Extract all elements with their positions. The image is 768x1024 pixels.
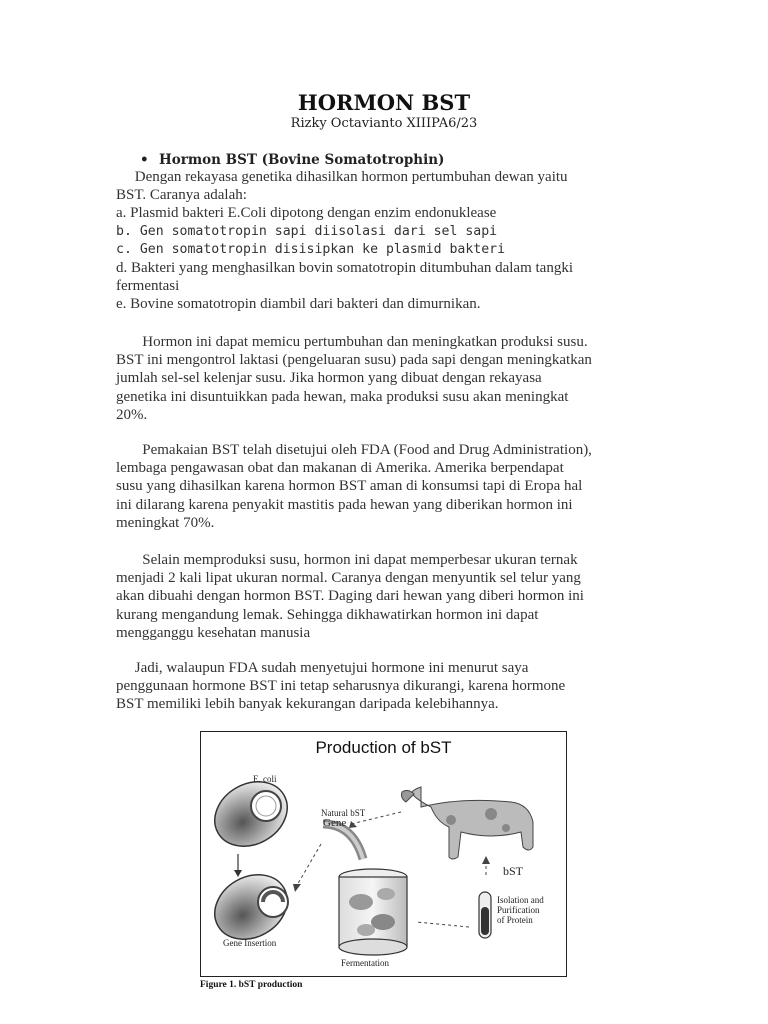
intro-line: c. Gen somatotropin disisipkan ke plasmid bakteri <box>116 241 506 257</box>
label-of-protein: of Protein <box>497 915 533 925</box>
fermentation-tank-icon <box>339 869 407 955</box>
label-bst: bST <box>503 864 524 878</box>
paragraph-4 <box>116 659 656 714</box>
paragraph-line: ini dilarang karena penyakit mastitis pada hewan yang diberikan hormon ini <box>116 496 573 513</box>
document-title: HORMON BST <box>297 90 471 115</box>
figure-title: Production of bST <box>315 738 452 757</box>
figure-caption: Figure 1. bST production <box>200 980 303 990</box>
paragraph-line: BST memiliki lebih banyak kekurangan daripada kelebihannya. <box>116 696 499 713</box>
paragraph-line: akan dibuahi dengan hormon BST. Daging dari hewan yang diberi hormon ini <box>116 588 584 605</box>
bst-production-figure <box>200 731 567 977</box>
arrow-down-icon <box>234 854 242 877</box>
gene-fragment-icon <box>323 824 363 859</box>
paragraph-1 <box>116 333 656 424</box>
paragraph-line: jumlah sel-sel kelenjar susu. Jika hormon yang dibuat dengan rekayasa <box>116 370 542 387</box>
paragraph-line: Jadi, walaupun FDA sudah menyetujui hormone ini menurut saya <box>116 660 529 676</box>
paragraph-2 <box>116 441 656 532</box>
paragraph-line: genetika ini disuntuikkan pada hewan, maka produksi susu akan meningkat <box>116 388 569 405</box>
paragraph-line: meningkat 70%. <box>116 514 215 531</box>
intro-line: Dengan rekayasa genetika dihasilkan hormon pertumbuhan dewan yaitu <box>116 169 568 185</box>
paragraph-line: mengganggu kesehatan manusia <box>116 624 311 641</box>
paragraph-line: penggunaan hormone BST ini tetap seharusnya dikurangi, karena hormone <box>116 678 566 695</box>
label-gene-insertion: Gene Insertion <box>223 938 277 948</box>
test-tube-icon <box>479 892 491 938</box>
ecoli-cell-icon <box>203 769 299 859</box>
cow-icon <box>402 787 534 859</box>
paragraph-line: lembaga pengawasan obat dan makanan di Amerika. Amerika berpendapat <box>116 460 564 477</box>
paragraph-line: Selain memproduksi susu, hormon ini dapat memperbesar ukuran ternak <box>116 552 578 568</box>
paragraph-line: kurang mengandung lemak. Sehingga dikhawatirkan hormon ini dapat <box>116 606 539 623</box>
paragraph-3 <box>116 551 656 642</box>
paragraph-line: susu yang dihasilkan karena hormon BST aman di konsumsi tapi di Eropa hal <box>116 478 583 495</box>
label-fermentation: Fermentation <box>341 958 389 968</box>
section-heading-text: Hormon BST (Bovine Somatotrophin) <box>159 152 445 168</box>
paragraph-line: Hormon ini dapat memicu pertumbuhan dan meningkatkan produksi susu. <box>116 334 588 350</box>
paragraph-line: Pemakaian BST telah disetujui oleh FDA (Food and Drug Administration), <box>116 442 592 458</box>
section-heading <box>140 152 444 168</box>
intro-line: e. Bovine somatotropin diambil dari bakteri dan dimurnikan. <box>116 296 481 313</box>
intro-line: BST. Caranya adalah: <box>116 187 247 204</box>
label-natural-bst: Natural bST <box>321 808 366 818</box>
label-gene: Gene <box>323 817 347 829</box>
author-line: Rizky Octavianto XIIIPA6/23 <box>290 116 478 131</box>
label-ecoli: E. coli <box>253 774 277 784</box>
intro-line: a. Plasmid bakteri E.Coli dipotong dengan enzim endonuklease <box>116 205 497 222</box>
bullet-icon: • <box>140 152 149 168</box>
paragraph-line: menjadi 2 kali lipat ukuran normal. Caranya dengan menyuntik sel telur yang <box>116 570 581 587</box>
label-purification: Purification <box>497 905 540 915</box>
label-isolation: Isolation and <box>497 895 544 905</box>
intro-block <box>116 168 656 314</box>
paragraph-line: 20%. <box>116 406 148 423</box>
intro-line: fermentasi <box>116 278 180 295</box>
intro-line: b. Gen somatotropin sapi diisolasi dari sel sapi <box>116 223 498 239</box>
intro-line: d. Bakteri yang menghasilkan bovin somatotropin ditumbuhan dalam tangki <box>116 260 574 277</box>
paragraph-line: BST ini mengontrol laktasi (pengeluaran susu) pada sapi dengan meningkatkan <box>116 352 592 369</box>
